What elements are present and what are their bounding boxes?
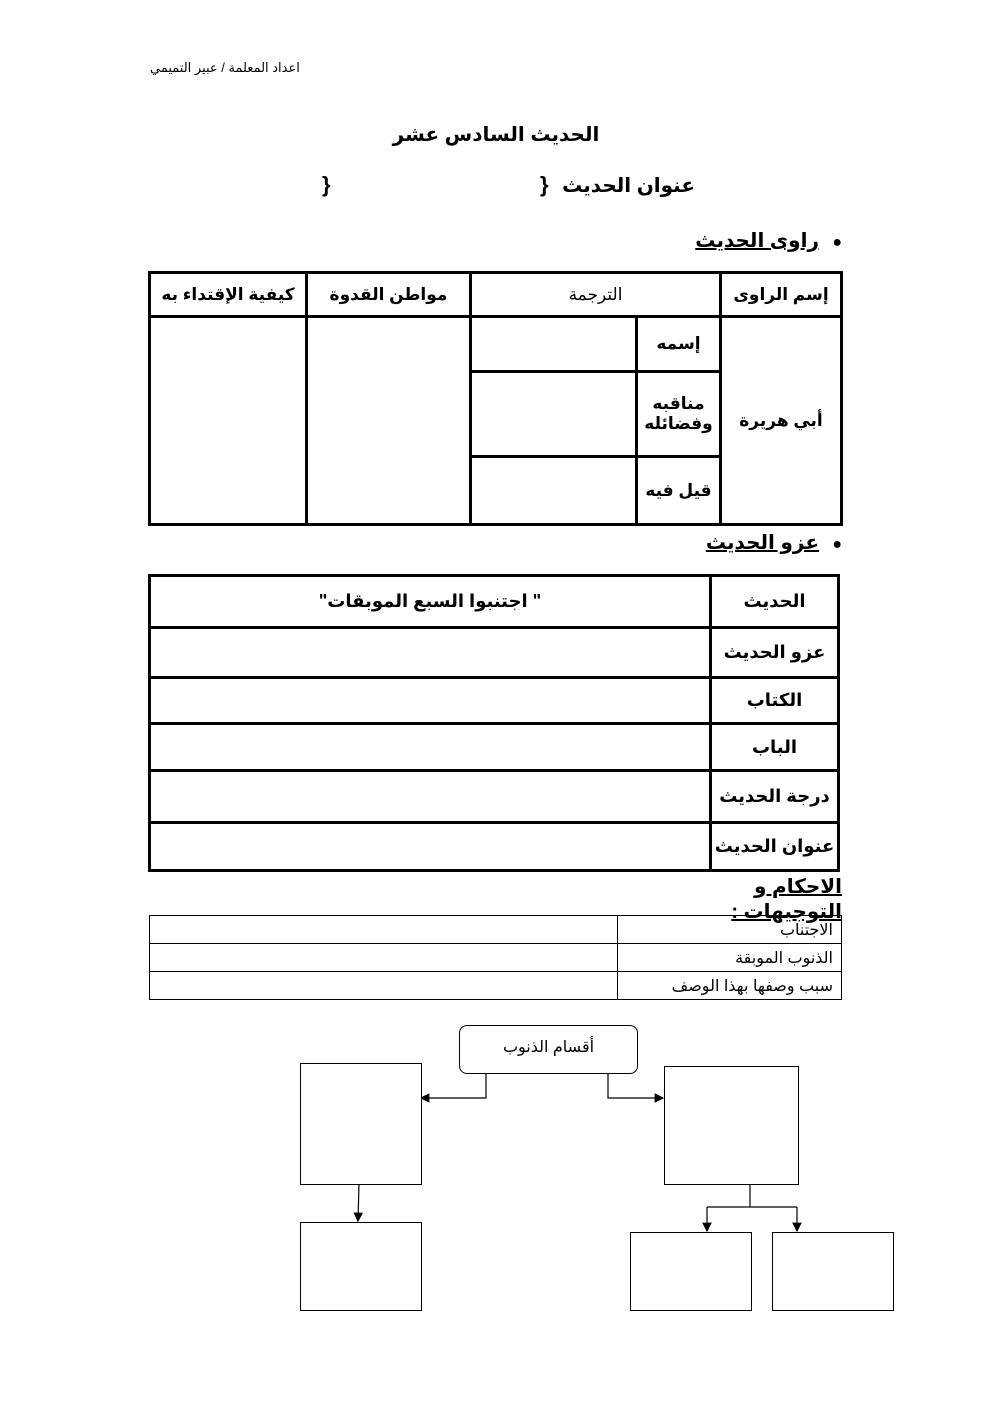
attr-label-book: الكتاب [711, 678, 839, 724]
header-role-model: مواطن القدوة [307, 273, 471, 317]
narrator-name-cell: أبي هريرة [721, 317, 842, 525]
diagram-right-child-box-1[interactable] [630, 1232, 752, 1311]
author-credit: اعداد المعلمة / عبير التميمي [150, 60, 300, 75]
attr-label-chapter: الباب [711, 724, 839, 771]
rulings-heading: الاحكام و التوجيهات : [731, 876, 842, 923]
diagram-right-child-box-2[interactable] [772, 1232, 894, 1311]
hadith-title-label: عنوان الحديث [562, 175, 695, 197]
header-biography: الترجمة [471, 273, 721, 317]
ruling-label: سبب وصفها بهذا الوصف [618, 972, 842, 1000]
attr-label-attribution: عزو الحديث [711, 628, 839, 678]
bullet-icon: ● [832, 536, 842, 553]
arrow-left-down [358, 1183, 359, 1221]
attr-value-hadith: " اجتنبوا السبع الموبقات" [150, 576, 711, 628]
diagram-left-child-box[interactable] [300, 1222, 422, 1311]
brace-close: } [322, 172, 331, 197]
row-label-name: إسمه [637, 317, 721, 372]
brace-open: { [540, 172, 549, 197]
diagram-left-box[interactable] [300, 1063, 422, 1185]
attribution-heading: عزو الحديث [705, 532, 819, 554]
diagram-right-box[interactable] [664, 1066, 799, 1185]
attr-label-grade: درجة الحديث [711, 771, 839, 823]
narrator-heading: راوى الحديث [695, 230, 819, 252]
row-label-sayings: قيل فيه [637, 457, 721, 525]
header-how-to-follow: كيفية الإقتداء به [150, 273, 307, 317]
page-title: الحديث السادس عشر [392, 124, 600, 146]
ruling-label: الاجتناب [618, 916, 842, 944]
ruling-label: الذنوب الموبقة [618, 944, 842, 972]
attr-label-title: عنوان الحديث [711, 823, 839, 871]
row-label-virtues: مناقبه وفضائله [637, 372, 721, 457]
bullet-icon: ● [832, 234, 842, 251]
arrow-root-right [608, 1072, 663, 1098]
header-narrator-name: إسم الراوى [721, 273, 842, 317]
diagram-root-box: أقسام الذنوب [459, 1025, 638, 1074]
attr-label-hadith: الحديث [711, 576, 839, 628]
arrow-root-left [421, 1072, 486, 1098]
